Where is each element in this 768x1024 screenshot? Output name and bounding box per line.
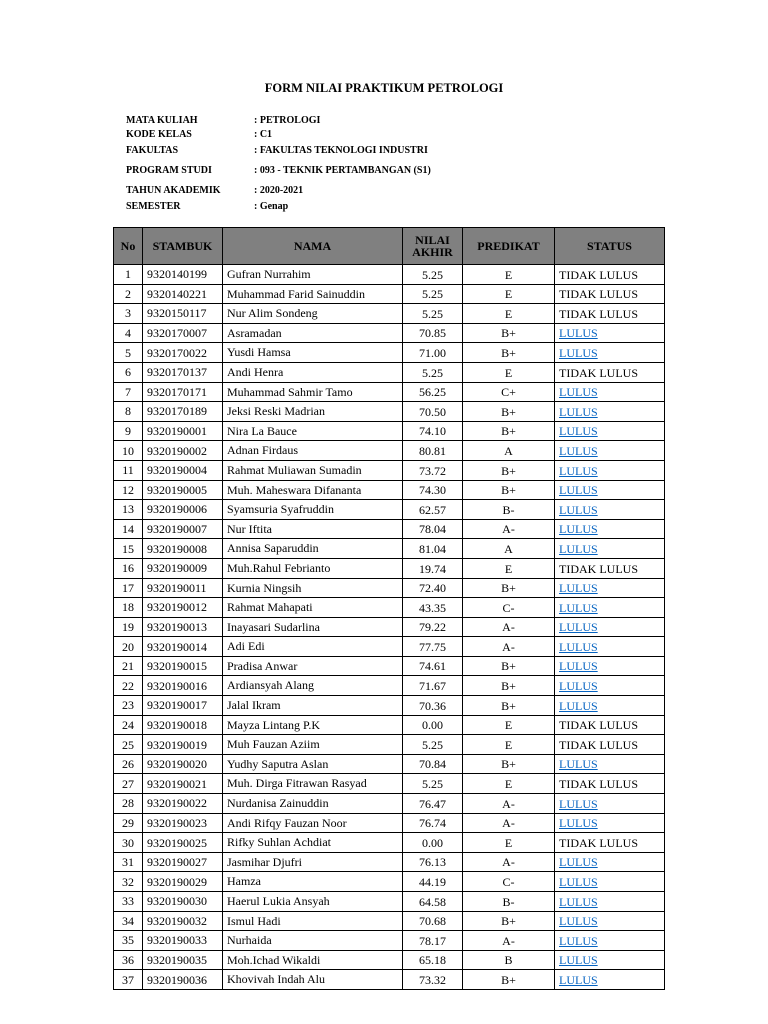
status-cell: TIDAK LULUS <box>555 284 665 304</box>
nilai-akhir-cell: 5.25 <box>403 774 463 794</box>
stambuk-cell: 9320170189 <box>143 402 223 422</box>
table-row <box>114 382 665 402</box>
table-row <box>114 892 665 912</box>
row-number: 16 <box>114 558 143 578</box>
table-row <box>114 872 665 892</box>
predikat-cell: E <box>463 265 555 285</box>
row-number: 28 <box>114 794 143 814</box>
table-row <box>114 460 665 480</box>
nilai-akhir-cell: 0.00 <box>403 715 463 735</box>
table-row <box>114 852 665 872</box>
nilai-akhir-cell: 79.22 <box>403 617 463 637</box>
predikat-cell: B+ <box>463 578 555 598</box>
col-header-stambuk: STAMBUK <box>143 228 223 265</box>
table-row <box>114 794 665 814</box>
col-header-no: No <box>114 228 143 265</box>
row-number: 17 <box>114 578 143 598</box>
name-cell: Adi Edi <box>223 637 403 657</box>
status-link[interactable]: LULUS <box>555 696 665 716</box>
predikat-cell: B+ <box>463 696 555 716</box>
name-cell: Annisa Saparuddin <box>223 539 403 559</box>
stambuk-cell: 9320190016 <box>143 676 223 696</box>
name-cell: Ardiansyah Alang <box>223 676 403 696</box>
predikat-cell: E <box>463 362 555 382</box>
table-row <box>114 343 665 363</box>
nilai-akhir-cell: 56.25 <box>403 382 463 402</box>
row-number: 1 <box>114 265 143 285</box>
name-cell: Muh. Dirga Fitrawan Rasyad <box>223 774 403 794</box>
name-cell: Jasmihar Djufri <box>223 852 403 872</box>
meta-value-tahun-akademik: : 2020-2021 <box>254 185 304 196</box>
predikat-cell: B+ <box>463 911 555 931</box>
nilai-akhir-cell: 70.68 <box>403 911 463 931</box>
row-number: 19 <box>114 617 143 637</box>
stambuk-cell: 9320190036 <box>143 970 223 990</box>
table-row <box>114 362 665 382</box>
row-number: 37 <box>114 970 143 990</box>
name-cell: Rifky Suhlan Achdiat <box>223 833 403 853</box>
name-cell: Inayasari Sudarlina <box>223 617 403 637</box>
stambuk-cell: 9320190027 <box>143 852 223 872</box>
predikat-cell: A- <box>463 794 555 814</box>
status-link[interactable]: LULUS <box>555 676 665 696</box>
row-number: 36 <box>114 950 143 970</box>
status-link[interactable]: LULUS <box>555 637 665 657</box>
status-link[interactable]: LULUS <box>555 421 665 441</box>
row-number: 35 <box>114 931 143 951</box>
nilai-akhir-cell: 70.84 <box>403 754 463 774</box>
row-number: 15 <box>114 539 143 559</box>
status-link[interactable]: LULUS <box>555 539 665 559</box>
predikat-cell: E <box>463 284 555 304</box>
stambuk-cell: 9320170007 <box>143 323 223 343</box>
name-cell: Muh Fauzan Aziim <box>223 735 403 755</box>
predikat-cell: E <box>463 715 555 735</box>
stambuk-cell: 9320190009 <box>143 558 223 578</box>
name-cell: Rahmat Muliawan Sumadin <box>223 460 403 480</box>
stambuk-cell: 9320190021 <box>143 774 223 794</box>
nilai-akhir-cell: 78.04 <box>403 519 463 539</box>
predikat-cell: A <box>463 441 555 461</box>
name-cell: Nurhaida <box>223 931 403 951</box>
status-cell: TIDAK LULUS <box>555 833 665 853</box>
nilai-akhir-cell: 64.58 <box>403 892 463 912</box>
table-row <box>114 323 665 343</box>
name-cell: Rahmat Mahapati <box>223 598 403 618</box>
row-number: 3 <box>114 304 143 324</box>
row-number: 23 <box>114 696 143 716</box>
nilai-akhir-cell: 74.61 <box>403 656 463 676</box>
meta-label-semester: SEMESTER <box>126 201 181 212</box>
stambuk-cell: 9320190023 <box>143 813 223 833</box>
stambuk-cell: 9320190014 <box>143 637 223 657</box>
col-header-predikat: PREDIKAT <box>463 228 555 265</box>
status-cell: TIDAK LULUS <box>555 362 665 382</box>
row-number: 31 <box>114 852 143 872</box>
status-cell: TIDAK LULUS <box>555 304 665 324</box>
status-cell: TIDAK LULUS <box>555 715 665 735</box>
grades-table <box>113 227 665 990</box>
table-row <box>114 813 665 833</box>
table-row <box>114 265 665 285</box>
nilai-akhir-cell: 78.17 <box>403 931 463 951</box>
nilai-akhir-cell: 74.30 <box>403 480 463 500</box>
row-number: 7 <box>114 382 143 402</box>
predikat-cell: E <box>463 735 555 755</box>
table-row <box>114 558 665 578</box>
table-row <box>114 304 665 324</box>
status-link[interactable]: LULUS <box>555 754 665 774</box>
predikat-cell: B+ <box>463 343 555 363</box>
nilai-akhir-cell: 71.00 <box>403 343 463 363</box>
status-link[interactable]: LULUS <box>555 950 665 970</box>
stambuk-cell: 9320150117 <box>143 304 223 324</box>
nilai-akhir-cell: 19.74 <box>403 558 463 578</box>
name-cell: Jalal Ikram <box>223 696 403 716</box>
row-number: 10 <box>114 441 143 461</box>
status-link[interactable]: LULUS <box>555 500 665 520</box>
table-row <box>114 911 665 931</box>
table-row <box>114 754 665 774</box>
predikat-cell: B- <box>463 500 555 520</box>
name-cell: Muhammad Sahmir Tamo <box>223 382 403 402</box>
status-link[interactable]: LULUS <box>555 852 665 872</box>
row-number: 21 <box>114 656 143 676</box>
name-cell: Jeksi Reski Madrian <box>223 402 403 422</box>
stambuk-cell: 9320190001 <box>143 421 223 441</box>
row-number: 22 <box>114 676 143 696</box>
stambuk-cell: 9320190013 <box>143 617 223 637</box>
name-cell: Khovivah Indah Alu <box>223 970 403 990</box>
meta-label-program-studi: PROGRAM STUDI <box>126 165 212 176</box>
status-link[interactable]: LULUS <box>555 892 665 912</box>
predikat-cell: B+ <box>463 323 555 343</box>
name-cell: Adnan Firdaus <box>223 441 403 461</box>
name-cell: Moh.Ichad Wikaldi <box>223 950 403 970</box>
stambuk-cell: 9320190015 <box>143 656 223 676</box>
status-link[interactable]: LULUS <box>555 441 665 461</box>
meta-value-kode-kelas: : C1 <box>254 129 273 140</box>
stambuk-cell: 9320190004 <box>143 460 223 480</box>
nilai-akhir-cell: 76.13 <box>403 852 463 872</box>
stambuk-cell: 9320140221 <box>143 284 223 304</box>
stambuk-cell: 9320190008 <box>143 539 223 559</box>
table-row <box>114 931 665 951</box>
meta-label-fakultas: FAKULTAS <box>126 145 179 156</box>
status-cell: TIDAK LULUS <box>555 774 665 794</box>
stambuk-cell: 9320190033 <box>143 931 223 951</box>
table-header-row <box>114 228 665 265</box>
nilai-akhir-cell: 5.25 <box>403 735 463 755</box>
predikat-cell: B+ <box>463 676 555 696</box>
status-link[interactable]: LULUS <box>555 519 665 539</box>
row-number: 14 <box>114 519 143 539</box>
nilai-akhir-cell: 74.10 <box>403 421 463 441</box>
nilai-akhir-cell: 80.81 <box>403 441 463 461</box>
nilai-akhir-cell: 0.00 <box>403 833 463 853</box>
predikat-cell: B+ <box>463 656 555 676</box>
stambuk-cell: 9320170171 <box>143 382 223 402</box>
name-cell: Hamza <box>223 872 403 892</box>
col-header-nama: NAMA <box>223 228 403 265</box>
name-cell: Nur Iftita <box>223 519 403 539</box>
status-link[interactable]: LULUS <box>555 656 665 676</box>
nilai-akhir-cell: 43.35 <box>403 598 463 618</box>
status-link[interactable]: LULUS <box>555 617 665 637</box>
name-cell: Muh. Maheswara Difananta <box>223 480 403 500</box>
table-row <box>114 637 665 657</box>
row-number: 4 <box>114 323 143 343</box>
nilai-akhir-cell: 62.57 <box>403 500 463 520</box>
stambuk-cell: 9320190035 <box>143 950 223 970</box>
row-number: 27 <box>114 774 143 794</box>
table-row <box>114 500 665 520</box>
name-cell: Syamsuria Syafruddin <box>223 500 403 520</box>
name-cell: Yudhy Saputra Aslan <box>223 754 403 774</box>
name-cell: Muhammad Farid Sainuddin <box>223 284 403 304</box>
page-title: FORM NILAI PRAKTIKUM PETROLOGI <box>264 81 504 95</box>
name-cell: Nira La Bauce <box>223 421 403 441</box>
nilai-akhir-cell: 76.74 <box>403 813 463 833</box>
stambuk-cell: 9320190011 <box>143 578 223 598</box>
row-number: 9 <box>114 421 143 441</box>
stambuk-cell: 9320190029 <box>143 872 223 892</box>
table-row <box>114 402 665 422</box>
name-cell: Nur Alim Sondeng <box>223 304 403 324</box>
col-header-status: STATUS <box>555 228 665 265</box>
nilai-akhir-cell: 44.19 <box>403 872 463 892</box>
table-row <box>114 970 665 990</box>
row-number: 12 <box>114 480 143 500</box>
nilai-akhir-cell: 73.72 <box>403 460 463 480</box>
stambuk-cell: 9320190007 <box>143 519 223 539</box>
stambuk-cell: 9320190020 <box>143 754 223 774</box>
predikat-cell: E <box>463 304 555 324</box>
predikat-cell: C- <box>463 598 555 618</box>
stambuk-cell: 9320170022 <box>143 343 223 363</box>
nilai-akhir-cell: 70.36 <box>403 696 463 716</box>
name-cell: Andi Henra <box>223 362 403 382</box>
predikat-cell: A <box>463 539 555 559</box>
status-cell: TIDAK LULUS <box>555 558 665 578</box>
status-link[interactable]: LULUS <box>555 598 665 618</box>
row-number: 20 <box>114 637 143 657</box>
stambuk-cell: 9320190032 <box>143 911 223 931</box>
nilai-akhir-cell: 70.85 <box>403 323 463 343</box>
predikat-cell: B+ <box>463 402 555 422</box>
row-number: 6 <box>114 362 143 382</box>
stambuk-cell: 9320190017 <box>143 696 223 716</box>
nilai-akhir-cell: 70.50 <box>403 402 463 422</box>
predikat-cell: C+ <box>463 382 555 402</box>
table-row <box>114 598 665 618</box>
name-cell: Haerul Lukia Ansyah <box>223 892 403 912</box>
table-row <box>114 735 665 755</box>
stambuk-cell: 9320190030 <box>143 892 223 912</box>
status-link[interactable]: LULUS <box>555 970 665 990</box>
stambuk-cell: 9320190012 <box>143 598 223 618</box>
table-row <box>114 480 665 500</box>
predikat-cell: B+ <box>463 421 555 441</box>
name-cell: Andi Rifqy Fauzan Noor <box>223 813 403 833</box>
name-cell: Ismul Hadi <box>223 911 403 931</box>
status-link[interactable]: LULUS <box>555 872 665 892</box>
table-body <box>114 265 665 990</box>
table-row <box>114 774 665 794</box>
predikat-cell: B+ <box>463 754 555 774</box>
meta-value-program-studi: : 093 - TEKNIK PERTAMBANGAN (S1) <box>254 165 431 176</box>
table-row <box>114 715 665 735</box>
predikat-cell: B+ <box>463 970 555 990</box>
table-row <box>114 617 665 637</box>
table-row <box>114 950 665 970</box>
meta-value-mata-kuliah: : PETROLOGI <box>254 115 321 126</box>
status-link[interactable]: LULUS <box>555 343 665 363</box>
predikat-cell: E <box>463 558 555 578</box>
row-number: 33 <box>114 892 143 912</box>
stambuk-cell: 9320190002 <box>143 441 223 461</box>
row-number: 25 <box>114 735 143 755</box>
row-number: 29 <box>114 813 143 833</box>
table-row <box>114 441 665 461</box>
status-link[interactable]: LULUS <box>555 480 665 500</box>
stambuk-cell: 9320190022 <box>143 794 223 814</box>
meta-label-mata-kuliah: MATA KULIAH <box>126 115 198 126</box>
predikat-cell: B+ <box>463 480 555 500</box>
row-number: 26 <box>114 754 143 774</box>
nilai-akhir-cell: 81.04 <box>403 539 463 559</box>
table-row <box>114 696 665 716</box>
row-number: 5 <box>114 343 143 363</box>
nilai-akhir-cell: 73.32 <box>403 970 463 990</box>
stambuk-cell: 9320140199 <box>143 265 223 285</box>
name-cell: Yusdi Hamsa <box>223 343 403 363</box>
table-row <box>114 421 665 441</box>
status-link[interactable]: LULUS <box>555 323 665 343</box>
predikat-cell: E <box>463 774 555 794</box>
stambuk-cell: 9320190006 <box>143 500 223 520</box>
stambuk-cell: 9320190019 <box>143 735 223 755</box>
predikat-cell: A- <box>463 813 555 833</box>
name-cell: Nurdanisa Zainuddin <box>223 794 403 814</box>
status-link[interactable]: LULUS <box>555 382 665 402</box>
predikat-cell: B <box>463 950 555 970</box>
stambuk-cell: 9320170137 <box>143 362 223 382</box>
status-cell: TIDAK LULUS <box>555 735 665 755</box>
status-link[interactable]: LULUS <box>555 931 665 951</box>
status-link[interactable]: LULUS <box>555 813 665 833</box>
row-number: 18 <box>114 598 143 618</box>
status-cell: TIDAK LULUS <box>555 265 665 285</box>
predikat-cell: B- <box>463 892 555 912</box>
name-cell: Pradisa Anwar <box>223 656 403 676</box>
nilai-akhir-cell: 5.25 <box>403 304 463 324</box>
meta-value-fakultas: : FAKULTAS TEKNOLOGI INDUSTRI <box>254 145 428 156</box>
predikat-cell: C- <box>463 872 555 892</box>
status-link[interactable]: LULUS <box>555 911 665 931</box>
table-row <box>114 833 665 853</box>
stambuk-cell: 9320190018 <box>143 715 223 735</box>
table-row <box>114 578 665 598</box>
predikat-cell: A- <box>463 931 555 951</box>
col-header-nilai-akhir: NILAI AKHIR <box>403 228 463 265</box>
status-link[interactable]: LULUS <box>555 578 665 598</box>
predikat-cell: E <box>463 833 555 853</box>
row-number: 30 <box>114 833 143 853</box>
row-number: 2 <box>114 284 143 304</box>
meta-label-tahun-akademik: TAHUN AKADEMIK <box>126 185 221 196</box>
predikat-cell: B+ <box>463 460 555 480</box>
row-number: 8 <box>114 402 143 422</box>
table-row <box>114 656 665 676</box>
row-number: 32 <box>114 872 143 892</box>
nilai-akhir-cell: 71.67 <box>403 676 463 696</box>
row-number: 34 <box>114 911 143 931</box>
name-cell: Asramadan <box>223 323 403 343</box>
row-number: 13 <box>114 500 143 520</box>
name-cell: Mayza Lintang P.K <box>223 715 403 735</box>
predikat-cell: A- <box>463 852 555 872</box>
nilai-akhir-cell: 65.18 <box>403 950 463 970</box>
nilai-akhir-cell: 76.47 <box>403 794 463 814</box>
nilai-akhir-cell: 77.75 <box>403 637 463 657</box>
name-cell: Muh.Rahul Febrianto <box>223 558 403 578</box>
name-cell: Kurnia Ningsih <box>223 578 403 598</box>
table-row <box>114 519 665 539</box>
stambuk-cell: 9320190025 <box>143 833 223 853</box>
meta-value-semester: : Genap <box>254 201 289 212</box>
nilai-akhir-cell: 72.40 <box>403 578 463 598</box>
status-link[interactable]: LULUS <box>555 402 665 422</box>
meta-label-kode-kelas: KODE KELAS <box>126 129 192 140</box>
table-row <box>114 284 665 304</box>
stambuk-cell: 9320190005 <box>143 480 223 500</box>
predikat-cell: A- <box>463 617 555 637</box>
row-number: 24 <box>114 715 143 735</box>
status-link[interactable]: LULUS <box>555 794 665 814</box>
predikat-cell: A- <box>463 637 555 657</box>
nilai-akhir-cell: 5.25 <box>403 265 463 285</box>
nilai-akhir-cell: 5.25 <box>403 362 463 382</box>
name-cell: Gufran Nurrahim <box>223 265 403 285</box>
row-number: 11 <box>114 460 143 480</box>
nilai-akhir-cell: 5.25 <box>403 284 463 304</box>
status-link[interactable]: LULUS <box>555 460 665 480</box>
predikat-cell: A- <box>463 519 555 539</box>
table-row <box>114 539 665 559</box>
table-row <box>114 676 665 696</box>
